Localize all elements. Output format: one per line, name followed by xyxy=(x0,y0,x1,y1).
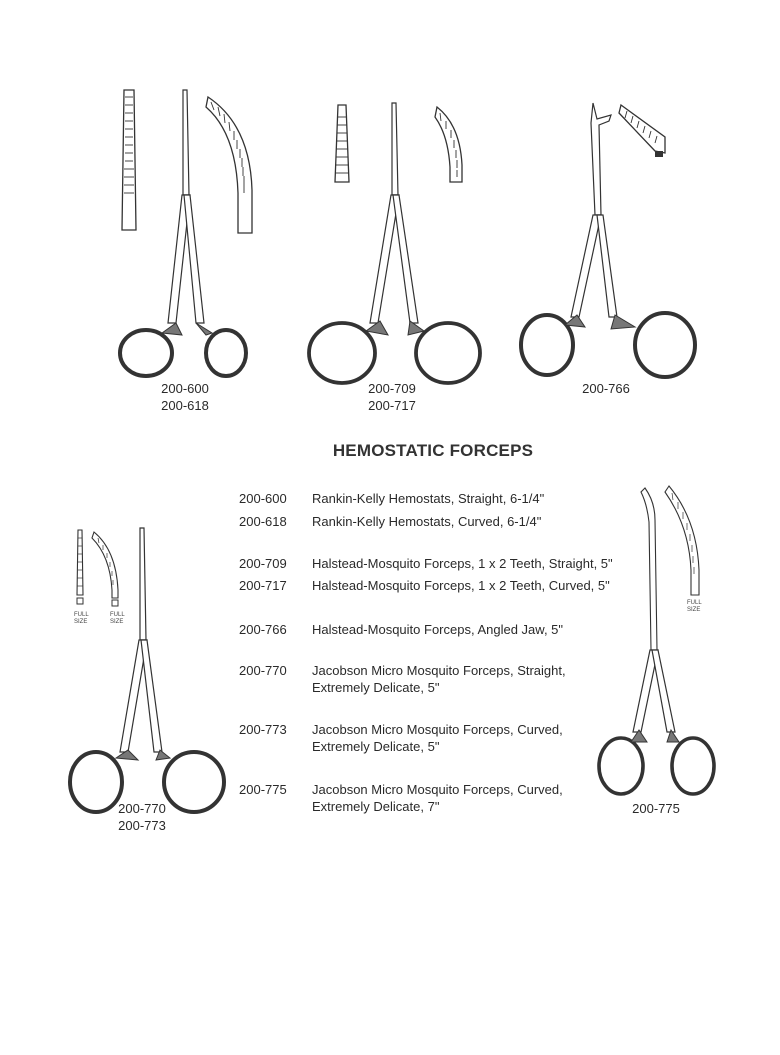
product-description-line2: Extremely Delicate, 5" xyxy=(312,739,440,754)
figure-caption-halstead-mosquito: 200-709 200-717 xyxy=(368,381,416,413)
product-description-line2: Extremely Delicate, 5" xyxy=(312,680,440,695)
full-size-label: FULL xyxy=(74,612,89,618)
product-description: Jacobson Micro Mosquito Forceps, Curved, xyxy=(312,782,563,797)
page-title: HEMOSTATIC FORCEPS xyxy=(332,441,534,460)
product-code: 200-709 xyxy=(239,556,287,571)
forceps-illustration-jacobson-micro-7in xyxy=(595,480,720,800)
forceps-illustration-rankin-kelly xyxy=(110,85,260,385)
full-size-label: FULL xyxy=(687,600,702,606)
product-description: Halstead-Mosquito Forceps, 1 x 2 Teeth, Straight, 5" xyxy=(312,556,613,571)
figure-caption-jacobson-micro-7in: 200-775 xyxy=(632,801,680,816)
product-description: Halstead-Mosquito Forceps, 1 x 2 Teeth, Curved, 5" xyxy=(312,578,610,593)
figure-caption-rankin-kelly: 200-600 200-618 xyxy=(161,381,209,413)
full-size-label: SIZE xyxy=(110,619,124,625)
product-description: Jacobson Micro Mosquito Forceps, Straight, xyxy=(312,663,566,678)
product-code: 200-618 xyxy=(239,514,287,529)
product-description: Halstead-Mosquito Forceps, Angled Jaw, 5" xyxy=(312,622,564,637)
forceps-illustration-halstead-mosquito xyxy=(300,95,490,395)
forceps-illustration-angled-jaw xyxy=(515,95,705,385)
figure-caption-angled-jaw: 200-766 xyxy=(582,381,630,396)
product-code: 200-773 xyxy=(239,722,287,737)
forceps-illustration-jacobson-micro-5in xyxy=(66,520,231,820)
full-size-label: SIZE xyxy=(74,619,88,625)
product-code: 200-770 xyxy=(239,663,287,678)
product-code: 200-717 xyxy=(239,578,287,593)
full-size-label: FULL xyxy=(110,612,125,618)
product-code: 200-775 xyxy=(239,782,287,797)
product-code: 200-766 xyxy=(239,622,287,637)
full-size-label: SIZE xyxy=(687,607,701,613)
product-description: Rankin-Kelly Hemostats, Straight, 6-1/4" xyxy=(312,491,545,506)
product-description: Rankin-Kelly Hemostats, Curved, 6-1/4" xyxy=(312,514,542,529)
product-description-line2: Extremely Delicate, 7" xyxy=(312,799,440,814)
figure-caption-jacobson-micro-5in: 200-770 200-773 xyxy=(118,801,166,833)
product-code: 200-600 xyxy=(239,491,287,506)
product-description: Jacobson Micro Mosquito Forceps, Curved, xyxy=(312,722,563,737)
